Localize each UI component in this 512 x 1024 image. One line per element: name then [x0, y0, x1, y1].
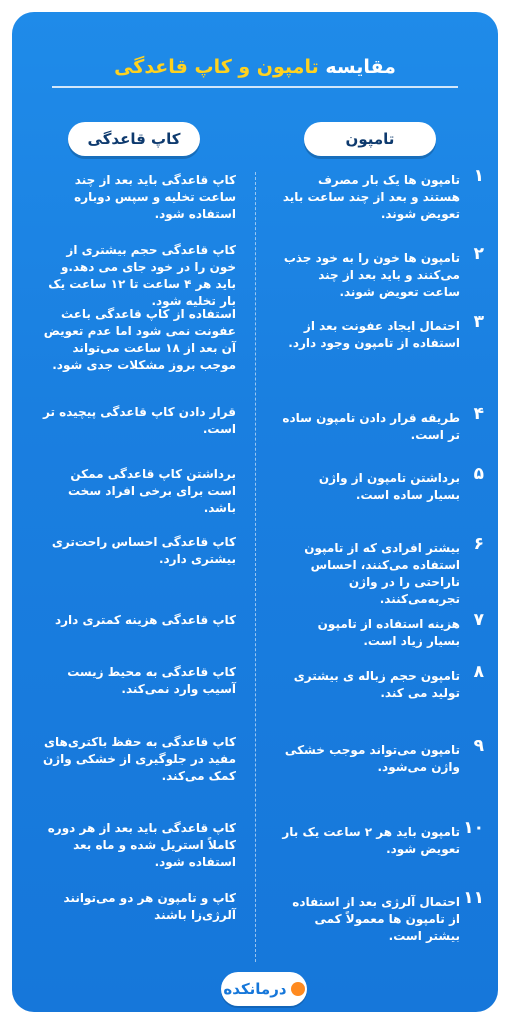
title-area: [12, 56, 498, 78]
tampon-item: [282, 464, 484, 504]
item-number: ۳: [473, 312, 484, 332]
cup-item: کاپ و تامپون هر دو می‌توانند آلرژی‌زا باشند: [63, 891, 236, 922]
item-text: طریقه قرار دادن تامپون ساده تر است.: [282, 411, 460, 442]
title-underline: [52, 86, 458, 88]
tampon-item: [282, 610, 484, 650]
item-text: بیشتر افرادی که از تامپون استفاده می‌کنند، احساس ناراحتی را در واژن تجربه‌می‌کنند.: [304, 541, 460, 606]
item-text: احتمال آلرژی بعد از استفاده از تامپون ها معمولاً کمی بیشتر است.: [292, 895, 460, 943]
tampon-item: [282, 736, 484, 776]
cup-item: کاپ قاعدگی باید بعد از هر دوره کاملاً استریل شده و ماه بعد استفاده شود.: [47, 821, 236, 869]
item-text: تامپون باید هر ۲ ساعت یک بار تعویض شود.: [282, 825, 460, 856]
cup-item: قرار دادن کاپ قاعدگی پیچیده تر است.: [43, 405, 236, 436]
tampon-item: [282, 818, 484, 858]
item-text: احتمال ایجاد عفونت بعد از استفاده از تامپون وجود دارد.: [288, 319, 460, 350]
item-text: تامپون حجم زباله ی بیشتری تولید می کند.: [293, 669, 460, 700]
tampon-item: [282, 404, 484, 444]
item-number: ۵: [473, 464, 484, 484]
cup-item: کاپ قاعدگی به محیط زیست آسیب وارد نمی‌کند.: [67, 665, 236, 696]
logo-text: درمانکده: [223, 980, 287, 998]
brand-logo[interactable]: [221, 972, 307, 1006]
item-text: تامپون ها خون را به خود جذب می‌کنند و باید بعد از چند ساعت تعویض شوند.: [283, 251, 460, 299]
item-text: هزینه استفاده از تامپون بسیار زیاد است.: [317, 617, 460, 648]
cup-item: کاپ قاعدگی باید بعد از چند ساعت تخلیه و سپس دوباره استفاده شود.: [74, 173, 236, 221]
infographic-card: [12, 12, 498, 1012]
item-number: ۲: [473, 244, 484, 264]
item-number: ۴: [473, 404, 484, 424]
cup-item: کاپ قاعدگی حجم بیشتری از خون را در خود جای می دهد.و باید هر ۴ ساعت تا ۱۲ ساعت یک بار تخلیه شود.: [48, 243, 236, 308]
item-number: ۶: [473, 534, 484, 554]
item-number: ۸: [473, 662, 484, 682]
column-header-tampon: تامپون: [304, 122, 436, 156]
column-header-cup: کاپ قاعدگی: [68, 122, 200, 156]
item-text: تامپون ها یک بار مصرف هستند و بعد از چند ساعت باید تعویض شوند.: [282, 173, 460, 221]
cup-item: برداشتن کاپ قاعدگی ممکن است برای برخی افراد سخت باشد.: [67, 467, 236, 515]
page-title: [108, 56, 402, 78]
item-number: ۹: [473, 736, 484, 756]
tampon-item: [282, 534, 484, 608]
tampon-item: [282, 244, 484, 301]
tampon-item: [282, 166, 484, 223]
cup-item: کاپ قاعدگی هزینه کمتری دارد: [54, 613, 236, 627]
item-number: ۱: [473, 166, 484, 186]
item-text: برداشتن تامپون از واژن بسیار ساده است.: [318, 471, 460, 502]
cup-item: کاپ قاعدگی به حفظ باکتری‌های مفید در جلوگیری از خشکی واژن کمک می‌کند.: [43, 735, 236, 783]
item-number: ۷: [473, 610, 484, 630]
item-number: ۱۰: [463, 818, 484, 838]
item-number: ۱۱: [463, 888, 484, 908]
tampon-item: [282, 312, 484, 352]
column-divider: [255, 172, 256, 962]
cup-item: استفاده از کاپ قاعدگی باعث عفونت نمی شود اما عدم تعویض آن بعد از ۱۸ ساعت می‌تواند موجب بروز مشکلات جدی شود.: [43, 307, 236, 372]
item-text: تامپون می‌تواند موجب خشکی واژن می‌شود.: [284, 743, 460, 774]
tampon-item: [282, 662, 484, 702]
title-highlight: تامپون و کاپ قاعدگی: [114, 56, 319, 78]
logo-mark-icon: [291, 982, 305, 996]
tampon-item: [282, 888, 484, 945]
title-prefix: مقایسه: [325, 56, 396, 78]
cup-item: کاپ قاعدگی احساس راحت‌تری بیشتری دارد.: [51, 535, 236, 566]
